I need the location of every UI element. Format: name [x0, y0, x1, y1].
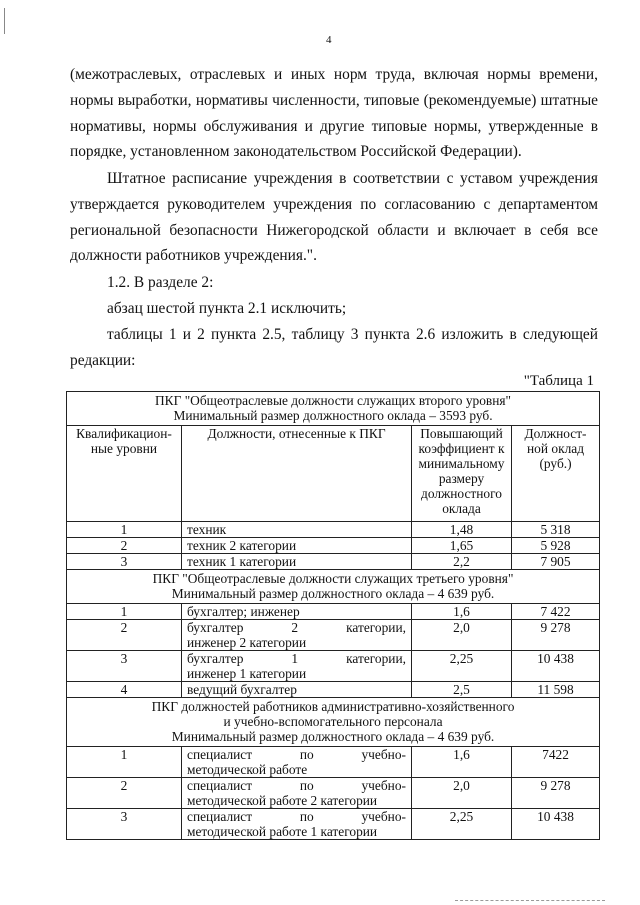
coef-cell: 2,2 — [412, 554, 512, 570]
level-cell: 1 — [67, 522, 182, 538]
level-cell: 3 — [67, 554, 182, 570]
level-cell: 1 — [67, 747, 182, 778]
position-cell: специалист по учебно- методической работе — [182, 747, 412, 778]
group-header: ПКГ "Общеотраслевые должности служащих второго уровня" Минимальный размер должностного оклада – 3593 руб. — [67, 392, 600, 426]
scan-bottom-line — [455, 900, 605, 901]
table-row — [67, 538, 600, 554]
coef-cell: 2,5 — [412, 682, 512, 698]
section-heading: 1.2. В разделе 2: — [107, 274, 214, 291]
coef-cell: 2,0 — [412, 620, 512, 651]
column-header-coef: Повышающий коэффициент к минимальному размеру должностного оклада — [412, 426, 512, 522]
group-header: ПКГ "Общеотраслевые должности служащих третьего уровня" Минимальный размер должностного оклада – 4 639 руб. — [67, 570, 600, 604]
position-cell: техник 2 категории — [182, 538, 412, 554]
salary-cell: 10 438 — [512, 651, 600, 682]
position-cell: специалист по учебно- методической работе 2 категории — [182, 778, 412, 809]
paragraph-line: (межотраслевых, отраслевых и иных норм труда, включая нормы времени, — [70, 66, 598, 83]
coef-cell: 1,6 — [412, 747, 512, 778]
paragraph-line: региональной безопасности Нижегородской области и включает в себя все — [70, 222, 598, 239]
paragraph-line: нормы выработки, нормативы численности, типовые (рекомендуемые) штатные — [70, 92, 598, 109]
salary-cell: 7 422 — [512, 604, 600, 620]
group-header-row — [67, 698, 600, 747]
page-number: 4 — [326, 34, 332, 46]
salary-cell: 5 318 — [512, 522, 600, 538]
paragraph-line: нормативы, нормы обслуживания и другие типовые нормы, утвержденные в — [70, 118, 598, 135]
position-cell: техник — [182, 522, 412, 538]
group-header-row — [67, 392, 600, 426]
level-cell: 2 — [67, 620, 182, 651]
column-header-row — [67, 426, 600, 522]
level-cell: 3 — [67, 651, 182, 682]
scan-edge-mark — [4, 8, 5, 34]
level-cell: 1 — [67, 604, 182, 620]
coef-cell: 2,25 — [412, 809, 512, 840]
table-row — [67, 747, 600, 778]
position-cell: специалист по учебно- методической работе 1 категории — [182, 809, 412, 840]
column-header-qual: Квалификацион-ные уровни — [67, 426, 182, 522]
table-row — [67, 682, 600, 698]
paragraph-line: абзац шестой пункта 2.1 исключить; — [107, 300, 347, 317]
column-header-salary: Должност-ной оклад (руб.) — [512, 426, 600, 522]
paragraph-line: Штатное расписание учреждения в соответствии с уставом учреждения — [107, 170, 598, 187]
level-cell: 2 — [67, 538, 182, 554]
table-row — [67, 778, 600, 809]
salary-cell: 11 598 — [512, 682, 600, 698]
position-cell: ведущий бухгалтер — [182, 682, 412, 698]
salary-cell: 9 278 — [512, 778, 600, 809]
coef-cell: 1,48 — [412, 522, 512, 538]
paragraph-line: порядке, установленном законодательством Российской Федерации). — [70, 143, 522, 160]
salary-cell: 7422 — [512, 747, 600, 778]
table-row — [67, 554, 600, 570]
table-row — [67, 809, 600, 840]
position-cell: бухгалтер; инженер — [182, 604, 412, 620]
level-cell: 3 — [67, 809, 182, 840]
position-cell: техник 1 категории — [182, 554, 412, 570]
level-cell: 4 — [67, 682, 182, 698]
table-label: "Таблица 1 — [523, 373, 594, 389]
coef-cell: 1,65 — [412, 538, 512, 554]
paragraph-line: таблицы 1 и 2 пункта 2.5, таблицу 3 пункта 2.6 изложить в следующей — [107, 326, 598, 343]
table-row — [67, 620, 600, 651]
salary-cell: 5 928 — [512, 538, 600, 554]
paragraph-line: редакции: — [70, 352, 136, 369]
position-cell: бухгалтер 1 категории, инженер 1 категории — [182, 651, 412, 682]
table-row — [67, 522, 600, 538]
coef-cell: 1,6 — [412, 604, 512, 620]
salary-table — [66, 391, 600, 840]
position-cell: бухгалтер 2 категории, инженер 2 категории — [182, 620, 412, 651]
column-header-positions: Должности, отнесенные к ПКГ — [182, 426, 412, 522]
paragraph-line: должности работников учреждения.". — [70, 247, 317, 264]
salary-cell: 10 438 — [512, 809, 600, 840]
group-header: ПКГ должностей работников административно-хозяйственного и учебно-вспомогательного персонала Минимальный размер должностного оклада – 4 639 руб. — [67, 698, 600, 747]
salary-cell: 7 905 — [512, 554, 600, 570]
table-row — [67, 651, 600, 682]
table-row — [67, 604, 600, 620]
paragraph-line: утверждается руководителем учреждения по согласованию с департаментом — [70, 196, 598, 213]
coef-cell: 2,25 — [412, 651, 512, 682]
group-header-row — [67, 570, 600, 604]
salary-cell: 9 278 — [512, 620, 600, 651]
level-cell: 2 — [67, 778, 182, 809]
coef-cell: 2,0 — [412, 778, 512, 809]
